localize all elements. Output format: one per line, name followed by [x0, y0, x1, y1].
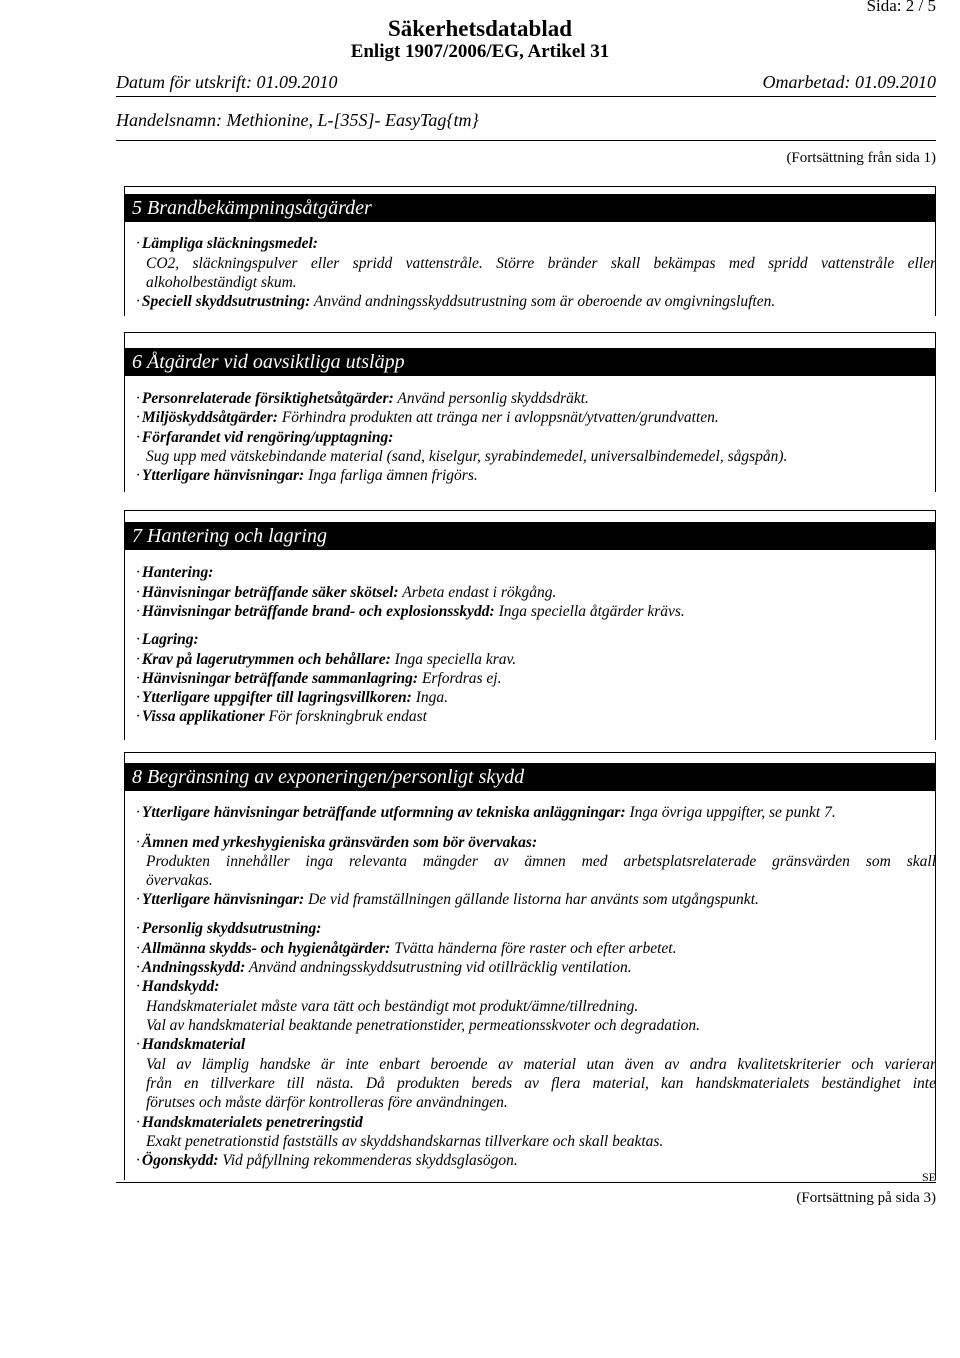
s8-line: · Allmänna skydds- och hygienåtgärder: Tvätta händerna före raster och efter arbetet.: [136, 940, 677, 957]
footer-divider: [116, 1182, 936, 1183]
s7-line: · Vissa applikationer För forskningbruk endast: [136, 708, 427, 725]
s5-line: · Lämpliga släckningsmedel:: [136, 235, 318, 252]
s8-line: Val av lämplig handske är inte enbart beroende av material utan även av andra kvalitetskriterier och varierar: [146, 1056, 936, 1073]
s8-line: · Personlig skyddsutrustning:: [136, 920, 322, 937]
s7-line: · Hänvisningar beträffande sammanlagring: Erfordras ej.: [136, 670, 502, 687]
s7-line: · Hänvisningar beträffande brand- och explosionsskydd: Inga speciella åtgärder krävs.: [136, 603, 685, 620]
print-date: Datum för utskrift: 01.09.2010: [116, 72, 338, 92]
s7-line: · Hantering:: [136, 564, 214, 581]
s8-line: Exakt penetrationstid fastställs av skyddshandskarnas tillverkare och skall beaktas.: [146, 1133, 664, 1150]
s7-line: · Hänvisningar beträffande säker skötsel: Arbeta endast i rökgång.: [136, 584, 557, 601]
s8-line: Produkten innehåller inga relevanta mängder av ämnen med arbetsplatsrelaterade gränsvärden som skall: [146, 853, 936, 870]
section-5-title: 5 Brandbekämpningsåtgärder: [124, 194, 936, 222]
s8-line: · Andningsskydd: Använd andningsskyddsutrustning vid otillräcklig ventilation.: [136, 959, 632, 976]
trade-divider: [116, 140, 936, 141]
s7-line: · Krav på lagerutrymmen och behållare: Inga speciella krav.: [136, 651, 517, 668]
s8-line: · Ämnen med yrkeshygieniska gränsvärden som bör övervakas:: [136, 834, 538, 851]
s8-line: · Ytterligare hänvisningar: De vid framställningen gällande listorna har använts som utgångspunkt.: [136, 891, 759, 908]
s5-line: CO2, släckningspulver eller spridd vattenstråle. Större bränder skall bekämpas med spridd vattenstråle eller: [146, 255, 936, 272]
s8-line: · Handskmaterialets penetreringstid: [136, 1114, 363, 1131]
trade-name: Handelsnamn: Methionine, L-[35S]- EasyTag{tm}: [116, 110, 479, 130]
page-number: Sida: 2 / 5: [866, 0, 936, 15]
s8-line: förutses och måste därför kontrolleras före användningen.: [146, 1094, 508, 1111]
document-title: Säkerhetsdatablad: [387, 16, 573, 41]
s7-line: · Ytterligare uppgifter till lagringsvillkoren: Inga.: [136, 689, 449, 706]
s8-line: · Ytterligare hänvisningar beträffande utformning av tekniska anläggningar: Inga övriga uppgifter, se punkt 7.: [136, 804, 836, 821]
s6-line: · Förfarandet vid rengöring/upptagning:: [136, 429, 394, 446]
s5-line: · Speciell skyddsutrustning: Använd andningsskyddsutrustning som är oberoende av omgivningsluften.: [136, 293, 776, 310]
s6-line: · Personrelaterade försiktighetsåtgärder: Använd personlig skyddsdräkt.: [136, 390, 589, 407]
section-6-title: 6 Åtgärder vid oavsiktliga utsläpp: [124, 348, 936, 376]
continued-to: (Fortsättning på sida 3): [796, 1190, 936, 1206]
section-8-title: 8 Begränsning av exponeringen/personligt skydd: [124, 763, 936, 791]
s8-line: från en tillverkare till nästa. Då produkten bereds av flera material, kan handskmaterialets beständighet inte: [146, 1075, 936, 1092]
revised-date: Omarbetad: 01.09.2010: [762, 72, 936, 92]
s8-line: Val av handskmaterial beaktande penetrationstider, permeationsskvoter och degradation.: [146, 1017, 701, 1034]
s7-line: · Lagring:: [136, 631, 199, 648]
s6-line: · Ytterligare hänvisningar: Inga farliga ämnen frigörs.: [136, 467, 478, 484]
section-7-title: 7 Hantering och lagring: [124, 522, 936, 550]
s8-line: · Ögonskydd: Vid påfyllning rekommenderas skyddsglasögon.: [136, 1152, 518, 1169]
document-subtitle: Enligt 1907/2006/EG, Artikel 31: [350, 41, 610, 62]
s6-line: Sug upp med vätskebindande material (sand, kiselgur, syrabindemedel, universalbindemedel, sågspån).: [146, 448, 788, 465]
continued-from: (Fortsättning från sida 1): [786, 150, 936, 166]
s6-line: · Miljöskyddsåtgärder: Förhindra produkten att tränga ner i avloppsnät/ytvatten/grundvatten.: [136, 409, 719, 426]
s8-line: Handskmaterialet måste vara tätt och beständigt mot produkt/ämne/tillredning.: [146, 998, 639, 1015]
header-divider: [116, 96, 936, 97]
language-code: SE: [921, 1170, 936, 1184]
s8-line: övervakas.: [146, 872, 213, 889]
s8-line: · Handskmaterial: [136, 1036, 246, 1053]
s5-line: alkoholbeständigt skum.: [146, 274, 297, 291]
s8-line: · Handskydd:: [136, 978, 220, 995]
